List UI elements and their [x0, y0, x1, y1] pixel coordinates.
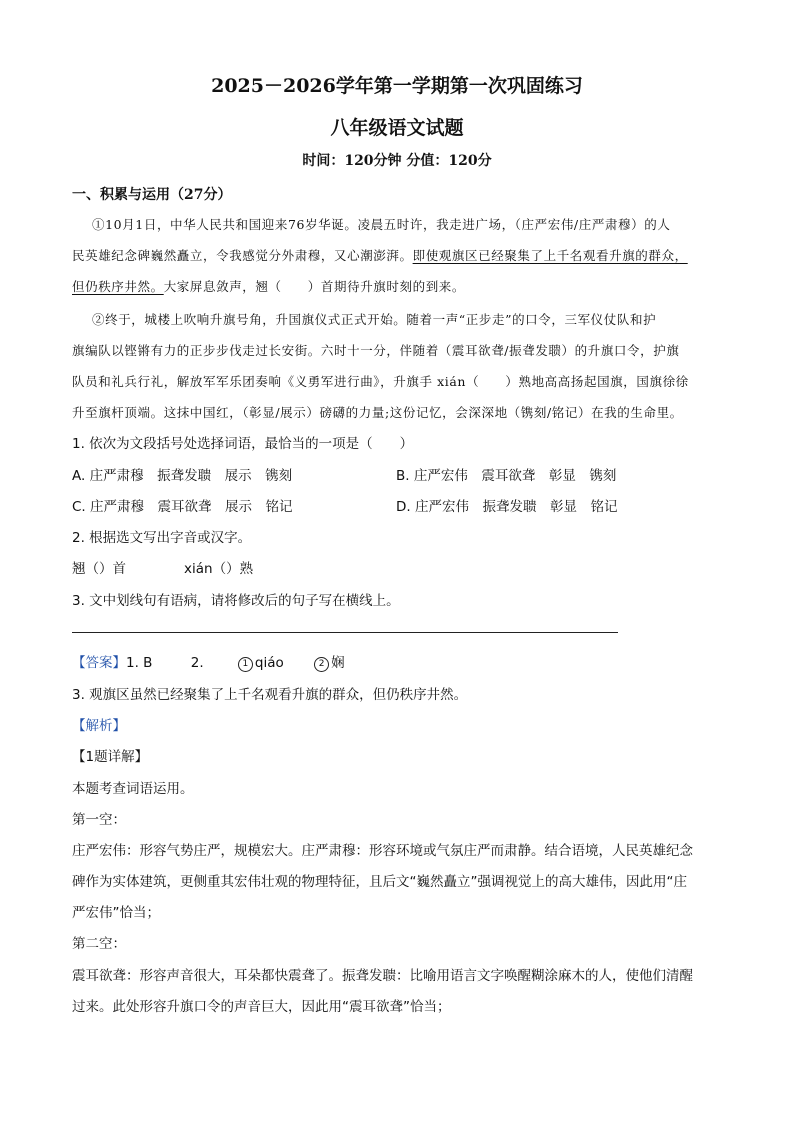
- answer-tag: 【答案】: [72, 655, 126, 671]
- question-3-stem: 3. 文中划线句有语病，请将修改后的句子写在横线上。: [72, 593, 400, 609]
- option-letter: C.: [72, 499, 86, 515]
- exam-subtitle: 八年级语文试题: [330, 117, 464, 139]
- blank-2-label: 第二空：: [72, 936, 126, 952]
- answer-2-value-1: qiáo: [254, 655, 284, 671]
- passage-p2-line1: ②终于，城楼上吹响升旗号角，升国旗仪式正式开始。随着一声“正步走”的口令，三军仪仗队和护: [92, 312, 657, 327]
- passage-p1-line2: [72, 246, 688, 264]
- detail-heading: 【1题详解】: [72, 749, 149, 765]
- answer-line: [72, 651, 345, 672]
- passage-p1-line1: ①10月1日，中华人民共和国迎来76岁华诞。凌晨五时许，我走进广场，（庄严宏伟/庄严肃穆）的人: [92, 217, 671, 232]
- option-text: 庄严宏伟 振聋发聩 彰显 铭记: [414, 499, 618, 515]
- analysis-intro: 本题考查词语运用。: [72, 781, 194, 797]
- passage-text: 大家屏息敛声，翘（ ）首期待升旗时刻的到来。: [163, 279, 466, 294]
- option-letter: B.: [396, 468, 410, 484]
- circled-number-1: 1: [238, 657, 253, 672]
- passage-p2-line3: 队员和礼兵行礼，解放军军乐团奏响《义勇军进行曲》，升旗手 xián（ ）熟地高高扬起国旗，国旗徐徐: [72, 374, 689, 389]
- answer-2-value-2: 娴: [331, 655, 345, 671]
- question-2-stem: 2. 根据选文写出字音或汉字。: [72, 530, 252, 546]
- question-2-item-2: xián（）熟: [184, 561, 254, 577]
- answer-blank-line: [72, 632, 618, 633]
- blank-1-line-3: 严宏伟”恰当；: [72, 905, 160, 921]
- exam-meta: 时间：120分钟 分值：120分: [302, 153, 492, 169]
- analysis-tag: 【解析】: [72, 718, 126, 734]
- passage-p2-line4: 升至旗杆顶端。这抹中国红，（彰显/展示）磅礴的力量;这份记忆，会深深地（镌刻/铭记）在我的生命里。: [72, 405, 683, 420]
- underlined-sentence: 即使观旗区已经聚集了上千名观看升旗的群众，: [412, 248, 688, 263]
- passage-p1-line3: [72, 277, 465, 295]
- answer-1: 1. B: [126, 655, 153, 671]
- option-text: 庄严肃穆 震耳欲聋 展示 铭记: [90, 499, 293, 515]
- option-a: [72, 464, 292, 484]
- answer-2-number: 2.: [190, 655, 204, 671]
- option-letter: A.: [72, 468, 86, 484]
- passage-text: 民英雄纪念碑巍然矗立，令我感觉分外肃穆，又心潮澎湃。: [72, 248, 413, 263]
- option-letter: D.: [396, 499, 411, 515]
- blank-1-label: 第一空：: [72, 812, 126, 828]
- blank-2-line-2: 过来。此处形容升旗口令的声音巨大，因此用“震耳欲聋”恰当；: [72, 999, 451, 1015]
- underlined-sentence-end: 但仍秩序井然。: [72, 279, 164, 294]
- option-b: [396, 464, 616, 484]
- option-text: 庄严宏伟 震耳欲聋 彰显 镌刻: [413, 468, 617, 484]
- option-text: 庄严肃穆 振聋发聩 展示 镌刻: [89, 468, 293, 484]
- circled-number-2: 2: [314, 657, 329, 672]
- question-1-stem: 1. 依次为文段括号处选择词语，最恰当的一项是（ ）: [72, 436, 414, 452]
- section-heading: 一、积累与运用（27分）: [72, 187, 232, 203]
- blank-1-line-1: 庄严宏伟：形容气势庄严，规模宏大。庄严肃穆：形容环境或气氛庄严而肃静。结合语境，人民英雄纪念: [72, 843, 693, 859]
- option-c: [72, 495, 293, 515]
- question-2-item-1: 翘（）首: [72, 561, 126, 577]
- exam-title: 2025－2026学年第一学期第一次巩固练习: [211, 75, 583, 97]
- blank-2-line-1: 震耳欲聋：形容声音很大，耳朵都快震聋了。振聋发聩：比喻用语言文字唤醒糊涂麻木的人，使他们清醒: [72, 968, 693, 984]
- passage-p2-line2: 旗编队以铿锵有力的正步步伐走过长安街。六时十一分，伴随着（震耳欲聋/振聋发聩）的升旗口令，护旗: [72, 343, 680, 358]
- option-d: [396, 495, 617, 515]
- blank-1-line-2: 碑作为实体建筑，更侧重其宏伟壮观的物理特征，且后文“巍然矗立”强调视觉上的高大雄伟，因此用“庄: [72, 874, 687, 890]
- answer-3: 3. 观旗区虽然已经聚集了上千名观看升旗的群众，但仍秩序井然。: [72, 687, 468, 703]
